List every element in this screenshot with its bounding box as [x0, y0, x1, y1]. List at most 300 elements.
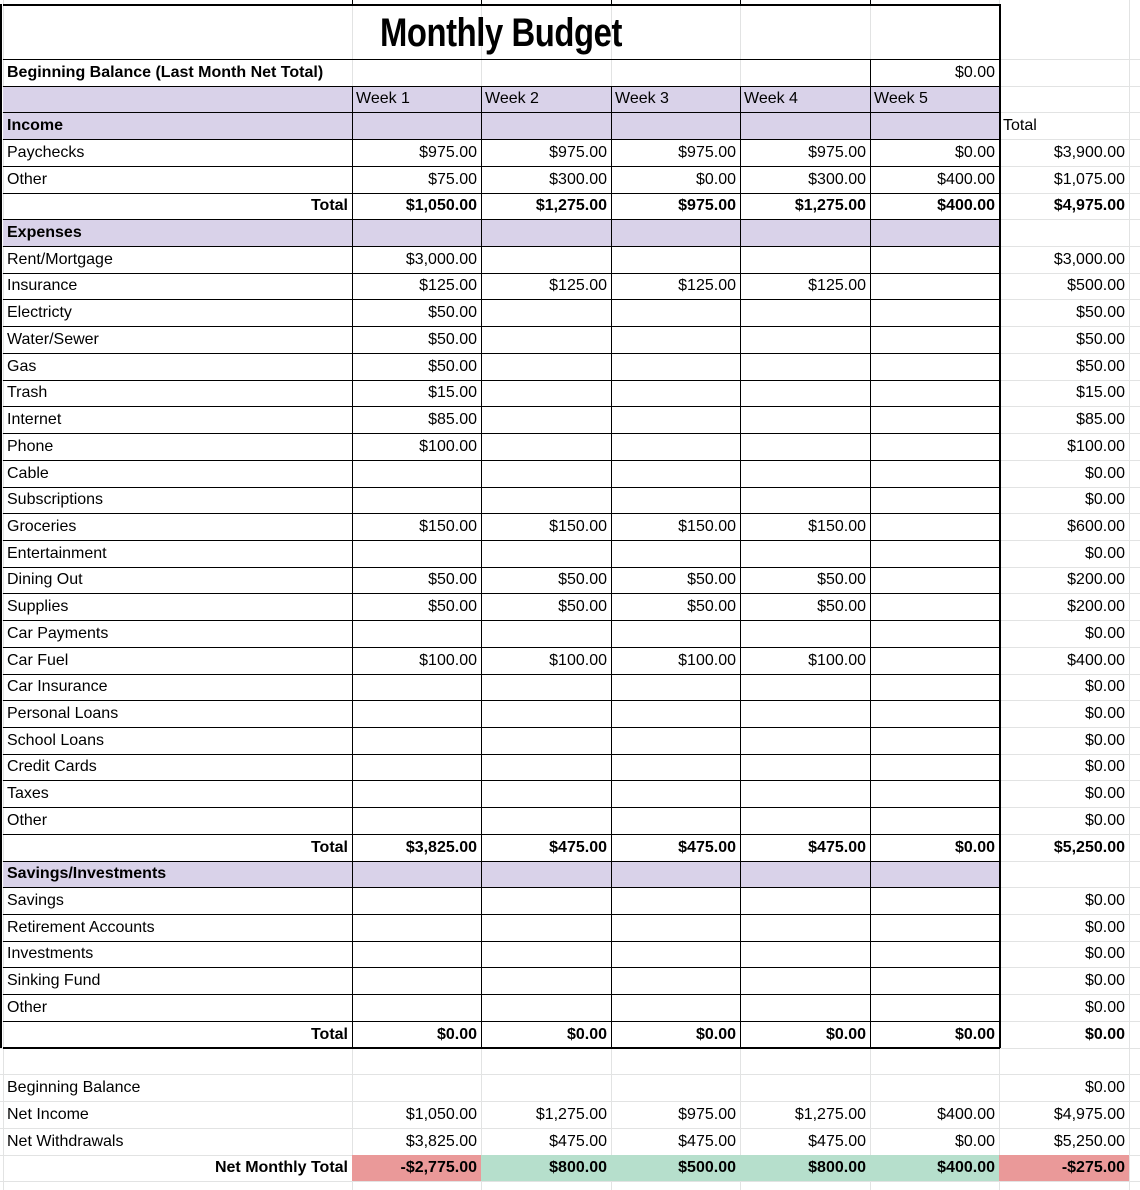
row-label[interactable]: Car Insurance	[7, 678, 108, 695]
cell-border	[3, 299, 1000, 300]
row-total[interactable]: $0.00	[1084, 705, 1125, 722]
value-cell[interactable]	[481, 674, 611, 700]
value-cell[interactable]	[481, 941, 611, 967]
value-cell[interactable]	[611, 994, 740, 1021]
summary-value[interactable]	[481, 1074, 611, 1101]
row-total[interactable]: $200.00	[1067, 571, 1125, 588]
value-cell[interactable]	[352, 727, 481, 754]
row-label[interactable]: Retirement Accounts	[7, 919, 155, 936]
cell-border	[3, 914, 1000, 915]
value-cell[interactable]	[740, 754, 870, 780]
value-cell[interactable]: $3,000.00	[405, 251, 477, 268]
summary-total[interactable]: $5,250.00	[1053, 1133, 1125, 1150]
cell-border	[3, 1021, 1000, 1022]
value-cell[interactable]	[611, 887, 740, 914]
row-total[interactable]: $50.00	[1076, 304, 1125, 321]
value-cell[interactable]	[740, 887, 870, 914]
value-cell[interactable]	[352, 620, 481, 647]
row-total[interactable]: $85.00	[1076, 411, 1125, 428]
value-cell[interactable]	[740, 326, 870, 353]
value-cell[interactable]	[870, 647, 999, 674]
cell-border	[3, 941, 1000, 942]
value-cell[interactable]	[740, 807, 870, 834]
row-total[interactable]: $50.00	[1076, 358, 1125, 375]
summary-label[interactable]: Beginning Balance	[7, 1079, 141, 1096]
total-cell[interactable]: $0.00	[825, 1026, 866, 1043]
summary-value[interactable]: $400.00	[937, 1106, 995, 1123]
value-cell[interactable]	[870, 273, 999, 299]
row-total[interactable]: $500.00	[1067, 277, 1125, 294]
value-cell[interactable]	[611, 941, 740, 967]
cell-border	[0, 4, 2, 1048]
value-cell[interactable]	[611, 326, 740, 353]
total-cell[interactable]: $0.00	[954, 839, 995, 856]
row-label[interactable]: School Loans	[7, 732, 104, 749]
row-total[interactable]: $0.00	[1084, 892, 1125, 909]
cell-border	[3, 593, 1000, 594]
cell-border	[3, 647, 1000, 648]
value-cell[interactable]: $50.00	[428, 571, 477, 588]
cell-border	[870, 59, 871, 86]
value-cell[interactable]	[481, 727, 611, 754]
gridline	[0, 1181, 1140, 1182]
value-cell[interactable]	[481, 353, 611, 380]
value-cell[interactable]: $50.00	[687, 598, 736, 615]
summary-value[interactable]: $475.00	[678, 1133, 736, 1150]
value-cell[interactable]	[352, 700, 481, 727]
row-total[interactable]: $100.00	[1067, 438, 1125, 455]
row-total[interactable]: $0.00	[1084, 491, 1125, 508]
row-label[interactable]: Credit Cards	[7, 758, 97, 775]
week-header[interactable]: Week 3	[615, 90, 669, 107]
value-cell[interactable]	[481, 754, 611, 780]
summary-value[interactable]	[611, 1074, 740, 1101]
value-cell[interactable]	[870, 754, 999, 780]
value-cell[interactable]: $100.00	[549, 652, 607, 669]
row-total[interactable]: $0.00	[1084, 999, 1125, 1016]
row-total[interactable]: $0.00	[1084, 625, 1125, 642]
row-label[interactable]: Car Fuel	[7, 652, 69, 669]
value-cell[interactable]	[740, 380, 870, 406]
row-total[interactable]: $0.00	[1084, 465, 1125, 482]
section-label-income[interactable]: Income	[7, 117, 64, 134]
row-label[interactable]: Other	[7, 999, 48, 1016]
total-cell[interactable]: $475.00	[808, 839, 866, 856]
grand-total[interactable]: $5,250.00	[1053, 839, 1125, 856]
summary-value[interactable]: $1,275.00	[794, 1106, 866, 1123]
summary-value[interactable]: $3,825.00	[405, 1133, 477, 1150]
value-cell[interactable]: $975.00	[419, 144, 477, 161]
summary-total[interactable]: $0.00	[1084, 1079, 1125, 1096]
cell-border	[481, 0, 482, 5]
value-cell[interactable]	[481, 406, 611, 433]
value-cell[interactable]	[740, 487, 870, 513]
value-cell[interactable]	[352, 887, 481, 914]
value-cell[interactable]: $400.00	[937, 171, 995, 188]
net-monthly-value[interactable]: $400.00	[870, 1155, 999, 1181]
value-cell[interactable]: $50.00	[558, 571, 607, 588]
value-cell[interactable]	[352, 780, 481, 807]
value-cell[interactable]	[740, 674, 870, 700]
value-cell[interactable]	[740, 353, 870, 380]
row-total[interactable]: $3,000.00	[1053, 251, 1125, 268]
row-label[interactable]: Rent/Mortgage	[7, 251, 113, 268]
value-cell[interactable]	[870, 994, 999, 1021]
value-cell[interactable]	[481, 620, 611, 647]
cell-border	[3, 674, 1000, 675]
value-cell[interactable]	[611, 299, 740, 326]
row-label[interactable]: Other	[7, 812, 48, 829]
value-cell[interactable]	[870, 326, 999, 353]
row-label[interactable]: Paychecks	[7, 144, 85, 161]
total-cell[interactable]: $975.00	[678, 197, 736, 214]
row-label[interactable]: Cable	[7, 465, 49, 482]
value-cell[interactable]: $150.00	[549, 518, 607, 535]
value-cell[interactable]: $975.00	[549, 144, 607, 161]
summary-label[interactable]: Net Withdrawals	[7, 1133, 124, 1150]
cell-border	[3, 460, 1000, 461]
value-cell[interactable]: $125.00	[419, 277, 477, 294]
cell-border	[3, 513, 1000, 514]
total-cell[interactable]: $1,050.00	[405, 197, 477, 214]
value-cell[interactable]: $300.00	[808, 171, 866, 188]
section-label-savings[interactable]: Savings/Investments	[7, 865, 167, 882]
total-cell[interactable]: $475.00	[549, 839, 607, 856]
value-cell[interactable]: $50.00	[817, 571, 866, 588]
row-total[interactable]: $1,075.00	[1053, 171, 1125, 188]
value-cell[interactable]: $125.00	[678, 277, 736, 294]
cell-border	[3, 780, 1000, 781]
row-label[interactable]: Insurance	[7, 277, 78, 294]
row-total[interactable]: $0.00	[1084, 812, 1125, 829]
row-label[interactable]: Personal Loans	[7, 705, 119, 722]
row-total[interactable]: $50.00	[1076, 331, 1125, 348]
value-cell[interactable]: $50.00	[428, 358, 477, 375]
row-label[interactable]: Internet	[7, 411, 62, 428]
cell-border	[3, 4, 1000, 6]
value-cell[interactable]	[611, 353, 740, 380]
value-cell[interactable]	[352, 754, 481, 780]
row-total[interactable]: $0.00	[1084, 545, 1125, 562]
row-label[interactable]: Trash	[7, 384, 48, 401]
value-cell[interactable]	[611, 540, 740, 567]
value-cell[interactable]	[611, 674, 740, 700]
row-label[interactable]: Subscriptions	[7, 491, 104, 508]
value-cell[interactable]: $100.00	[808, 652, 866, 669]
value-cell[interactable]	[481, 887, 611, 914]
value-cell[interactable]	[740, 540, 870, 567]
value-cell[interactable]	[740, 967, 870, 994]
summary-value[interactable]: $1,050.00	[405, 1106, 477, 1123]
cell-border	[3, 620, 1000, 621]
cell-border	[611, 0, 612, 5]
value-cell[interactable]	[870, 887, 999, 914]
cell-border	[3, 487, 1000, 488]
value-cell[interactable]: $85.00	[428, 411, 477, 428]
cell-border	[3, 861, 1000, 862]
value-cell[interactable]	[870, 380, 999, 406]
value-cell[interactable]	[352, 674, 481, 700]
value-cell[interactable]	[352, 460, 481, 487]
total-label[interactable]: Total	[310, 197, 348, 214]
cell-border	[870, 0, 871, 5]
value-cell[interactable]	[870, 674, 999, 700]
value-cell[interactable]	[611, 914, 740, 941]
value-cell[interactable]	[740, 700, 870, 727]
value-cell[interactable]: $975.00	[678, 144, 736, 161]
cell-border	[3, 246, 1000, 247]
value-cell[interactable]	[611, 487, 740, 513]
summary-value[interactable]: $0.00	[954, 1133, 995, 1150]
value-cell[interactable]	[870, 807, 999, 834]
row-total[interactable]: $200.00	[1067, 598, 1125, 615]
week-header[interactable]: Week 2	[485, 90, 539, 107]
row-label[interactable]: Groceries	[7, 518, 77, 535]
value-cell[interactable]	[870, 700, 999, 727]
row-label[interactable]: Other	[7, 171, 48, 188]
value-cell[interactable]	[481, 460, 611, 487]
row-total[interactable]: $0.00	[1084, 785, 1125, 802]
value-cell[interactable]	[740, 994, 870, 1021]
cell-border	[3, 567, 1000, 568]
summary-value[interactable]	[352, 1074, 481, 1101]
value-cell[interactable]: $100.00	[419, 438, 477, 455]
row-label[interactable]: Car Payments	[7, 625, 109, 642]
value-cell[interactable]: $125.00	[549, 277, 607, 294]
value-cell[interactable]	[611, 754, 740, 780]
value-cell[interactable]	[870, 460, 999, 487]
cell-border	[3, 273, 1000, 274]
total-cell[interactable]: $0.00	[954, 1026, 995, 1043]
value-cell[interactable]	[611, 727, 740, 754]
total-cell[interactable]: $0.00	[436, 1026, 477, 1043]
row-total[interactable]: $0.00	[1084, 758, 1125, 775]
net-monthly-value[interactable]: $500.00	[611, 1155, 740, 1181]
value-cell[interactable]: $75.00	[428, 171, 477, 188]
row-total[interactable]: $3,900.00	[1053, 144, 1125, 161]
value-cell[interactable]	[611, 460, 740, 487]
cell-border	[3, 380, 1000, 381]
total-header[interactable]: Total	[1003, 117, 1037, 134]
value-cell[interactable]	[870, 593, 999, 620]
row-label[interactable]: Savings	[7, 892, 64, 909]
value-cell[interactable]	[870, 780, 999, 807]
cell-border	[352, 0, 353, 5]
value-cell[interactable]	[611, 700, 740, 727]
total-cell[interactable]: $3,825.00	[405, 839, 477, 856]
net-monthly-value[interactable]: $800.00	[481, 1155, 611, 1181]
value-cell[interactable]	[870, 727, 999, 754]
row-total[interactable]: $0.00	[1084, 678, 1125, 695]
value-cell[interactable]	[740, 299, 870, 326]
beginning-balance-value[interactable]: $0.00	[954, 64, 995, 81]
row-label[interactable]: Entertainment	[7, 545, 107, 562]
cell-border	[870, 86, 871, 1048]
value-cell[interactable]	[481, 540, 611, 567]
value-cell[interactable]	[611, 780, 740, 807]
total-cell[interactable]: $1,275.00	[794, 197, 866, 214]
value-cell[interactable]: $0.00	[695, 171, 736, 188]
value-cell[interactable]: $150.00	[808, 518, 866, 535]
total-label[interactable]: Total	[310, 839, 348, 856]
value-cell[interactable]	[481, 487, 611, 513]
cell-border	[3, 193, 1000, 194]
beginning-balance-label[interactable]: Beginning Balance (Last Month Net Total)	[7, 64, 324, 81]
value-cell[interactable]	[481, 914, 611, 941]
value-cell[interactable]	[481, 967, 611, 994]
row-label[interactable]: Phone	[7, 438, 54, 455]
cell-border	[3, 1047, 1000, 1049]
value-cell[interactable]	[740, 727, 870, 754]
cell-border	[3, 433, 1000, 434]
value-cell[interactable]	[352, 807, 481, 834]
cell-border	[3, 540, 1000, 541]
value-cell[interactable]: $50.00	[558, 598, 607, 615]
value-cell[interactable]	[611, 433, 740, 460]
value-cell[interactable]: $300.00	[549, 171, 607, 188]
value-cell[interactable]: $50.00	[428, 331, 477, 348]
value-cell[interactable]	[870, 941, 999, 967]
grand-total[interactable]: $4,975.00	[1053, 197, 1125, 214]
value-cell[interactable]	[870, 406, 999, 433]
cell-border	[3, 166, 1000, 167]
summary-label[interactable]: Net Income	[7, 1106, 89, 1123]
value-cell[interactable]	[870, 914, 999, 941]
total-cell[interactable]: $1,275.00	[535, 197, 607, 214]
value-cell[interactable]: $150.00	[678, 518, 736, 535]
row-total[interactable]: $0.00	[1084, 972, 1125, 989]
cell-border	[3, 326, 1000, 327]
value-cell[interactable]: $100.00	[678, 652, 736, 669]
value-cell[interactable]	[611, 246, 740, 273]
net-monthly-total-label[interactable]: Net Monthly Total	[214, 1159, 348, 1176]
net-monthly-value[interactable]: -$2,775.00	[352, 1155, 481, 1181]
value-cell[interactable]	[870, 620, 999, 647]
row-label[interactable]: Taxes	[7, 785, 49, 802]
row-label[interactable]: Investments	[7, 945, 94, 962]
summary-value[interactable]	[740, 1074, 870, 1101]
value-cell[interactable]	[870, 299, 999, 326]
summary-value[interactable]: $1,275.00	[535, 1106, 607, 1123]
value-cell[interactable]: $975.00	[808, 144, 866, 161]
summary-value[interactable]	[870, 1074, 999, 1101]
summary-value[interactable]: $475.00	[808, 1133, 866, 1150]
value-cell[interactable]: $125.00	[808, 277, 866, 294]
value-cell[interactable]	[481, 433, 611, 460]
value-cell[interactable]	[352, 941, 481, 967]
total-cell[interactable]: $0.00	[566, 1026, 607, 1043]
value-cell[interactable]	[611, 406, 740, 433]
value-cell[interactable]	[870, 540, 999, 567]
value-cell[interactable]	[740, 941, 870, 967]
value-cell[interactable]	[481, 246, 611, 273]
row-total[interactable]: $0.00	[1084, 732, 1125, 749]
value-cell[interactable]	[740, 780, 870, 807]
cell-border	[3, 994, 1000, 995]
value-cell[interactable]	[870, 487, 999, 513]
value-cell[interactable]	[481, 780, 611, 807]
value-cell[interactable]: $50.00	[428, 598, 477, 615]
week-header[interactable]: Week 4	[744, 90, 798, 107]
value-cell[interactable]	[740, 460, 870, 487]
value-cell[interactable]	[870, 513, 999, 540]
row-total[interactable]: $0.00	[1084, 919, 1125, 936]
value-cell[interactable]	[481, 326, 611, 353]
value-cell[interactable]	[740, 246, 870, 273]
value-cell[interactable]	[481, 994, 611, 1021]
value-cell[interactable]: $150.00	[419, 518, 477, 535]
value-cell[interactable]	[870, 567, 999, 593]
value-cell[interactable]	[481, 299, 611, 326]
value-cell[interactable]	[352, 487, 481, 513]
row-label[interactable]: Sinking Fund	[7, 972, 101, 989]
row-total[interactable]: $15.00	[1076, 384, 1125, 401]
row-label[interactable]: Dining Out	[7, 571, 83, 588]
row-label[interactable]: Gas	[7, 358, 37, 375]
value-cell[interactable]: $100.00	[419, 652, 477, 669]
value-cell[interactable]	[870, 246, 999, 273]
total-cell[interactable]: $0.00	[695, 1026, 736, 1043]
net-monthly-grand-total[interactable]: -$275.00	[999, 1155, 1129, 1181]
value-cell[interactable]: $15.00	[428, 384, 477, 401]
value-cell[interactable]	[481, 380, 611, 406]
value-cell[interactable]	[870, 433, 999, 460]
total-cell[interactable]: $400.00	[937, 197, 995, 214]
value-cell[interactable]	[611, 620, 740, 647]
summary-value[interactable]: $475.00	[549, 1133, 607, 1150]
value-cell[interactable]	[352, 994, 481, 1021]
row-total[interactable]: $0.00	[1084, 945, 1125, 962]
value-cell[interactable]	[352, 914, 481, 941]
value-cell[interactable]	[611, 380, 740, 406]
value-cell[interactable]: $50.00	[428, 304, 477, 321]
summary-value[interactable]: $975.00	[678, 1106, 736, 1123]
value-cell[interactable]: $0.00	[954, 144, 995, 161]
row-label[interactable]: Supplies	[7, 598, 69, 615]
value-cell[interactable]	[352, 540, 481, 567]
total-cell[interactable]: $475.00	[678, 839, 736, 856]
value-cell[interactable]	[740, 406, 870, 433]
value-cell[interactable]	[352, 967, 481, 994]
value-cell[interactable]	[481, 700, 611, 727]
value-cell[interactable]	[481, 807, 611, 834]
cell-border	[3, 887, 1000, 888]
value-cell[interactable]: $50.00	[687, 571, 736, 588]
value-cell[interactable]	[870, 967, 999, 994]
value-cell[interactable]	[870, 353, 999, 380]
section-label-expenses[interactable]: Expenses	[7, 224, 82, 241]
cell-border	[3, 219, 1000, 220]
row-total[interactable]: $600.00	[1067, 518, 1125, 535]
row-total[interactable]: $400.00	[1067, 652, 1125, 669]
total-label[interactable]: Total	[310, 1026, 348, 1043]
value-cell[interactable]	[611, 807, 740, 834]
value-cell[interactable]	[740, 433, 870, 460]
cell-border	[999, 4, 1001, 1048]
row-label[interactable]: Water/Sewer	[7, 331, 99, 348]
week-header[interactable]: Week 1	[356, 90, 410, 107]
summary-total[interactable]: $4,975.00	[1053, 1106, 1125, 1123]
grand-total[interactable]: $0.00	[1084, 1026, 1125, 1043]
value-cell[interactable]	[740, 620, 870, 647]
value-cell[interactable]	[740, 914, 870, 941]
value-cell[interactable]: $50.00	[817, 598, 866, 615]
value-cell[interactable]	[611, 967, 740, 994]
row-label[interactable]: Electricty	[7, 304, 72, 321]
net-monthly-value[interactable]: $800.00	[740, 1155, 870, 1181]
week-header[interactable]: Week 5	[874, 90, 928, 107]
cell-border	[3, 727, 1000, 728]
